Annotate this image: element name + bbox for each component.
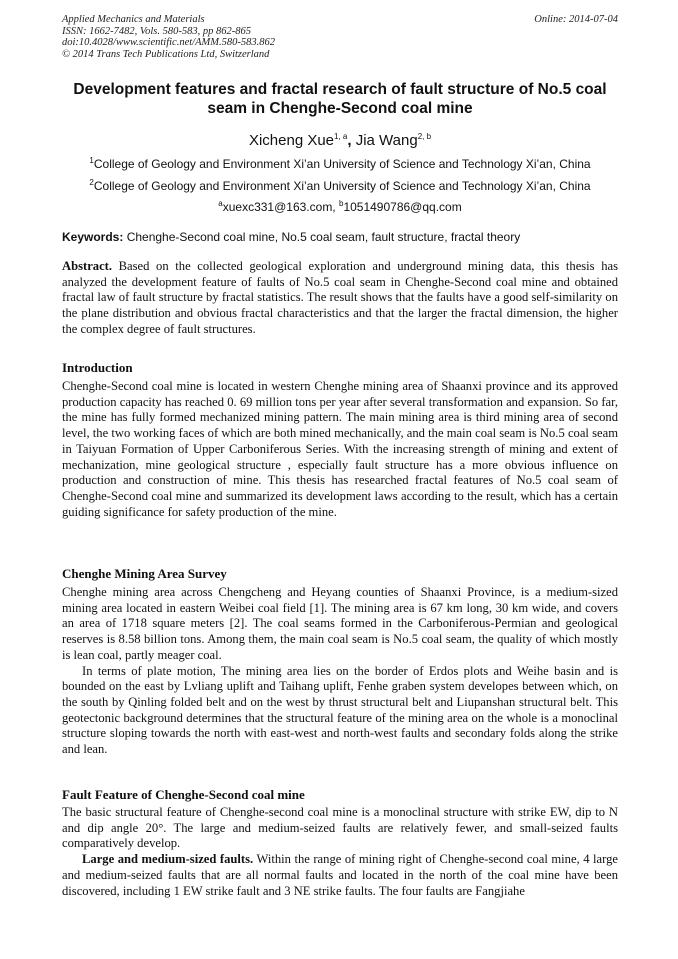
email-a-sup: a: [218, 199, 223, 208]
introduction-paragraph-1: Chenghe-Second coal mine is located in western Chenghe mining area of Shaanxi province and its approved production capacity has reached 0. 69 million tons per year after several transformation and expansion. So far, the mine has fully formed mechanized mining pattern. The main mining area is third mining area of second level, the two working faces of which are both mined mechanically, and the main coal seam is No.5 coal seam in Taiyuan Formation of Upper Carboniferous Series. With the increasing strength of mining and extent of mechanization, mine geological structure , especially fault structure has a more obvious influence on production and construction of mine. This thesis has researched fractal features of No.5 coal seam of Chenghe-Second coal mine and summarized its development laws according to the result, which has a certain guiding significance for safety production of the mine.: [62, 379, 618, 519]
paper-title: Development features and fractal research of fault structure of No.5 coal seam in Chenghe-Second coal mine: [73, 81, 607, 117]
email-b-sup: b: [338, 199, 344, 208]
survey-paragraph-1: Chenghe mining area across Chengcheng and Heyang counties of Shaanxi Province, is a medium-sized mining area located in eastern Weibei coal field [1]. The mining area is 67 km long, 30 km wide, and covers an area of 1718 square meters [2]. The coal seams formed in the Carboniferous-Permian and geological reserves is 8.58 billion tons. Among them, the main coal seam is No.5 coal seam, the quality of which mostly is lean coal, partly meager coal.: [62, 585, 618, 662]
heading-introduction: Introduction: [62, 360, 133, 375]
copyright-line: © 2014 Trans Tech Publications Ltd, Switzerland: [62, 48, 270, 60]
fault-paragraph-2: [62, 852, 618, 899]
keywords: [62, 229, 618, 245]
author-2-name: Jia Wang: [355, 132, 418, 149]
large-faults-label: Large and medium-sized faults.: [82, 852, 254, 867]
journal-header: [62, 14, 618, 60]
email-a: xuexc331@163.com,: [222, 200, 339, 214]
heading-fault-feature: Fault Feature of Chenghe-Second coal mine: [62, 787, 305, 802]
author-emails: [62, 199, 618, 215]
affiliation-2-text: College of Geology and Environment Xi’an University of Science and Technology Xi’an, China: [93, 179, 591, 193]
journal-name: Applied Mechanics and Materials: [62, 14, 205, 25]
author-1-name: Xicheng Xue: [248, 132, 335, 149]
affiliation-1-sup: 1: [89, 156, 94, 165]
online-date: Online: 2014-07-04: [534, 14, 618, 25]
survey-paragraph-2: In terms of plate motion, The mining area lies on the border of Erdos plots and Weihe basin and is bounded on the east by Lvliang uplift and Taihang uplift, Fenhe graben system developes between which, on the south by Qinling folded belt and on the west by thrust structural belt and Liupanshan structural belt. This geotectonic background determines that the structural feature of the mining area on the whole is a monoclinal structure sloping towards the north with east-west and north-west faults and secondary folds along the strike and lean.: [62, 663, 618, 757]
fault-paragraph-1: The basic structural feature of Chenghe-second coal mine is a monoclinal structure with strike EW, dip to N and dip angle 20°. The large and medium-seized faults are relatively fewer, and small-seized faults comparatively develop.: [62, 805, 618, 851]
abstract: [62, 259, 618, 338]
survey-body: [62, 585, 618, 758]
large-faults-text: Within the range of mining right of Chenghe-second coal mine, 4 large and medium-seized faults that are all normal faults and located in the north of the coal mine have been discovered, including 1 EW strike fault and 3 NE strike faults. The four faults are Fangjiahe: [62, 852, 618, 898]
keywords-label: Keywords:: [62, 230, 124, 244]
keywords-text: Chenghe-Second coal mine, No.5 coal seam, fault structure, fractal theory: [123, 230, 521, 244]
affiliation-1: [62, 156, 618, 172]
heading-mining-area-survey: Chenghe Mining Area Survey: [62, 566, 227, 581]
abstract-label: Abstract.: [62, 259, 113, 273]
issn-line: ISSN: 1662-7482, Vols. 580-583, pp 862-865: [62, 25, 251, 37]
affiliation-2: [62, 178, 618, 194]
email-b: 1051490786@qq.com: [343, 200, 462, 214]
abstract-text: Based on the collected geological exploration and underground mining data, this thesis has analyzed the development feature of faults of No.5 coal seam in Chenghe-Second coal mine and obtained fractal law of fault structure by fractal statistics. The result shows that the faults have a good self-similarity on the plane distribution and obvious fractal characteristics and that the larger the fractal dimension, the higher the complex degree of fault structures.: [62, 259, 618, 336]
fault-body: [62, 805, 618, 899]
introduction-body: [62, 379, 618, 520]
affiliation-1-text: College of Geology and Environment Xi’an University of Science and Technology Xi’an, China: [93, 157, 591, 171]
author-2-sup: 2, b: [417, 132, 432, 141]
affiliation-2-sup: 2: [89, 178, 94, 187]
author-1-sup: 1, a: [334, 132, 348, 141]
doi-line: doi:10.4028/www.scientific.net/AMM.580-583.862: [62, 37, 275, 48]
author-separator: ,: [347, 132, 356, 149]
author-line: [62, 131, 618, 151]
